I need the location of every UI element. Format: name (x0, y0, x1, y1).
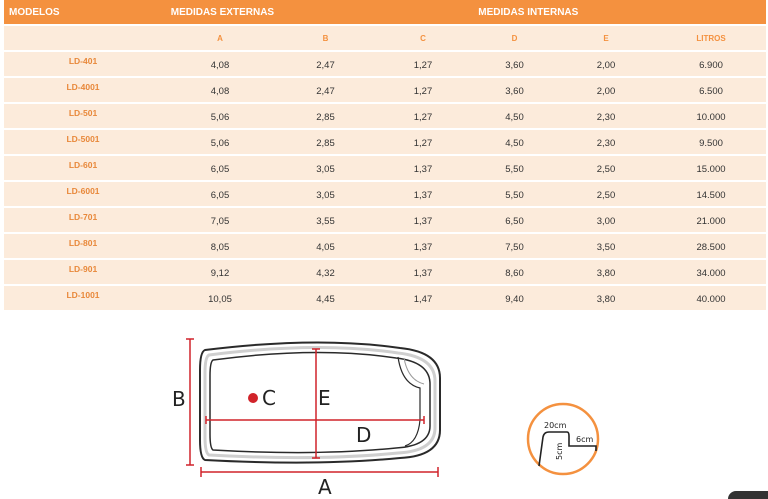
cell-c: 1,27 (413, 85, 433, 97)
subheader-litros: LITROS (696, 33, 726, 43)
cell-d: 4,50 (505, 137, 524, 149)
model-name: LD-601 (68, 160, 98, 170)
cell-e: 3,00 (596, 215, 616, 227)
model-name: LD-801 (68, 238, 98, 248)
model-name: LD-4001 (66, 82, 100, 92)
cell-b: 4,32 (316, 267, 335, 279)
cell-litros: 9.500 (699, 137, 723, 149)
cell-b: 2,85 (316, 111, 335, 123)
detail-edge-label: 6cm (576, 435, 594, 444)
label-c: C (262, 386, 276, 410)
cell-b: 4,45 (316, 293, 335, 305)
cell-d: 4,50 (505, 111, 524, 123)
cell-e: 3,80 (596, 267, 616, 279)
cell-litros: 21.000 (696, 215, 726, 227)
cell-b: 3,55 (316, 215, 335, 227)
cell-litros: 6.900 (699, 59, 723, 71)
cell-c: 1,27 (413, 59, 433, 71)
cell-c: 1,47 (413, 293, 433, 305)
header-medidas-internas: MEDIDAS INTERNAS (478, 6, 579, 18)
cell-a: 4,08 (210, 85, 230, 97)
label-a: A (318, 475, 332, 499)
cell-c: 1,27 (413, 137, 433, 149)
cell-d: 5,50 (505, 163, 524, 175)
cell-c: 1,27 (413, 111, 433, 123)
corner-tab (728, 491, 768, 499)
subheader-c: C (420, 33, 426, 43)
cell-e: 2,00 (596, 85, 616, 97)
cell-b: 4,05 (316, 241, 335, 253)
cell-b: 3,05 (316, 163, 335, 175)
cell-litros: 14.500 (696, 189, 726, 201)
detail-height-label: 5cm (555, 442, 564, 460)
cell-litros: 15.000 (696, 163, 726, 175)
cell-c: 1,37 (413, 163, 433, 175)
header-modelos: MODELOS (9, 6, 60, 18)
cell-e: 2,50 (596, 163, 616, 175)
label-e: E (318, 386, 331, 410)
cell-b: 2,47 (316, 85, 335, 97)
label-d: D (356, 423, 372, 447)
cell-e: 2,30 (596, 137, 616, 149)
cell-a: 10,05 (208, 293, 232, 305)
cell-a: 5,06 (210, 111, 230, 123)
cell-d: 8,60 (505, 267, 524, 279)
cell-e: 2,00 (596, 59, 616, 71)
cell-c: 1,37 (413, 241, 433, 253)
label-b: B (172, 387, 186, 411)
cell-d: 5,50 (505, 189, 524, 201)
detail-width-label: 20cm (544, 421, 567, 430)
cell-a: 9,12 (210, 267, 230, 279)
cell-a: 7,05 (210, 215, 230, 227)
subheader-d: D (511, 33, 518, 43)
cell-b: 2,47 (316, 59, 335, 71)
cell-d: 3,60 (505, 85, 524, 97)
model-name: LD-901 (68, 264, 98, 274)
depth-c-marker (248, 393, 258, 403)
header-medidas-externas: MEDIDAS EXTERNAS (170, 6, 275, 18)
cell-d: 9,40 (505, 293, 524, 305)
subheader-b: B (322, 33, 329, 43)
subheader-a: A (217, 33, 223, 43)
cell-d: 7,50 (505, 241, 524, 253)
model-name: LD-701 (68, 212, 98, 222)
cell-b: 2,85 (316, 137, 335, 149)
cell-a: 6,05 (210, 163, 230, 175)
cell-e: 2,50 (596, 189, 616, 201)
model-name: LD-501 (68, 108, 98, 118)
subheader-e: E (603, 33, 609, 43)
cell-litros: 28.500 (696, 241, 726, 253)
cell-e: 3,80 (596, 293, 616, 305)
pool-step (398, 357, 420, 446)
cell-litros: 10.000 (696, 111, 726, 123)
cell-c: 1,37 (413, 189, 433, 201)
model-name: LD-5001 (66, 134, 100, 144)
cell-litros: 40.000 (696, 293, 726, 305)
cell-b: 3,05 (316, 189, 335, 201)
cell-litros: 34.000 (696, 267, 726, 279)
cell-a: 6,05 (210, 189, 230, 201)
cell-a: 8,05 (210, 241, 230, 253)
cell-e: 2,30 (596, 111, 616, 123)
cell-e: 3,50 (596, 241, 616, 253)
model-name: LD-1001 (66, 290, 100, 300)
cell-a: 5,06 (210, 137, 230, 149)
model-name: LD-6001 (66, 186, 100, 196)
model-name: LD-401 (68, 56, 98, 66)
cell-litros: 6.500 (699, 85, 723, 97)
cell-d: 3,60 (505, 59, 524, 71)
cell-a: 4,08 (210, 59, 230, 71)
cell-c: 1,37 (413, 267, 433, 279)
cell-d: 6,50 (505, 215, 524, 227)
cell-c: 1,37 (413, 215, 433, 227)
